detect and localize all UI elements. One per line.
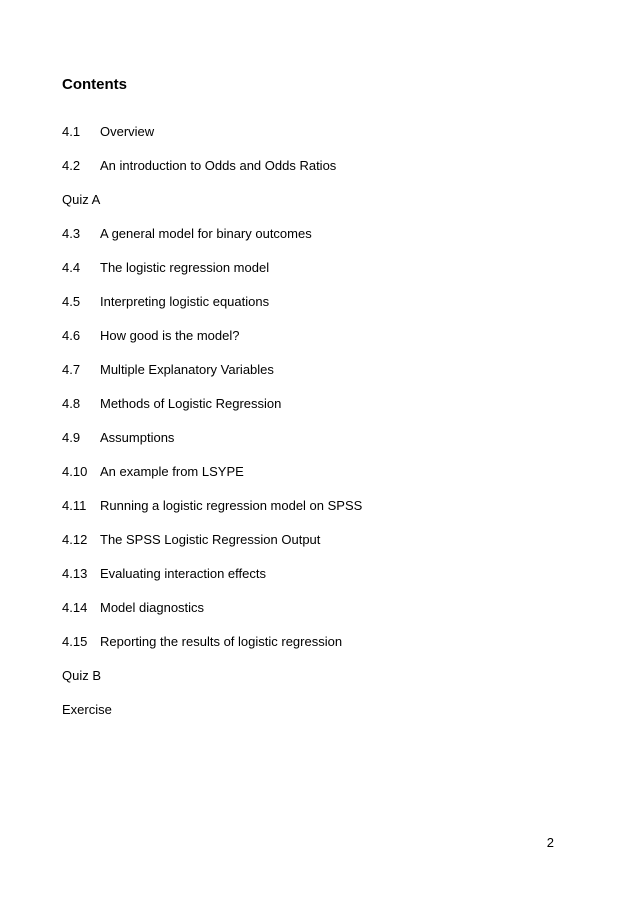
toc-item-title: Quiz A (62, 192, 101, 207)
toc-item-title: The logistic regression model (100, 260, 270, 275)
toc-item-title: Running a logistic regression model on SPSS (100, 498, 363, 513)
toc-item-number: 4.13 (62, 566, 88, 581)
toc-item (62, 226, 582, 260)
toc-item-number: 4.1 (62, 124, 81, 139)
toc-item-title: The SPSS Logistic Regression Output (100, 532, 321, 547)
toc-item-number: 4.15 (62, 634, 88, 649)
page-number: 2 (546, 835, 554, 850)
toc-item (62, 396, 582, 430)
toc-item-number: 4.12 (62, 532, 88, 547)
contents-heading: Contents (62, 76, 127, 93)
toc-item (62, 600, 582, 634)
toc-item-number: 4.8 (62, 396, 81, 411)
toc-item-number: 4.10 (62, 464, 88, 479)
toc-item-title: Multiple Explanatory Variables (100, 362, 274, 377)
toc-item (62, 668, 582, 702)
toc-item-number: 4.11 (62, 498, 87, 513)
toc-item-title: An example from LSYPE (100, 464, 244, 479)
toc-item-title: How good is the model? (100, 328, 240, 343)
toc-item (62, 566, 582, 600)
toc-item-title: Overview (100, 124, 155, 139)
toc-item (62, 158, 582, 192)
toc-item-number: 4.6 (62, 328, 81, 343)
toc-item (62, 498, 582, 532)
toc-item-number: 4.2 (62, 158, 81, 173)
toc-item-title: Evaluating interaction effects (100, 566, 266, 581)
toc-item-number: 4.7 (62, 362, 81, 377)
toc-item (62, 634, 582, 668)
toc-item-title: Interpreting logistic equations (100, 294, 270, 309)
toc-item (62, 260, 582, 294)
toc-item (62, 430, 582, 464)
toc-item-title: Methods of Logistic Regression (100, 396, 282, 411)
toc-item-title: Reporting the results of logistic regression (100, 634, 343, 649)
table-of-contents (62, 124, 582, 736)
toc-item-number: 4.9 (62, 430, 81, 445)
toc-item-number: 4.5 (62, 294, 81, 309)
toc-item-number: 4.14 (62, 600, 88, 615)
toc-item (62, 124, 582, 158)
toc-item-title: Quiz B (62, 668, 102, 683)
toc-item (62, 702, 582, 736)
toc-item-title: Assumptions (100, 430, 175, 445)
toc-item-title: Exercise (62, 702, 112, 717)
toc-item-number: 4.3 (62, 226, 81, 241)
toc-item-number: 4.4 (62, 260, 81, 275)
toc-item (62, 532, 582, 566)
toc-item (62, 464, 582, 498)
toc-item-title: Model diagnostics (100, 600, 205, 615)
toc-item-title: An introduction to Odds and Odds Ratios (100, 158, 337, 173)
toc-item (62, 362, 582, 396)
toc-item (62, 192, 582, 226)
toc-item (62, 328, 582, 362)
toc-item (62, 294, 582, 328)
toc-item-title: A general model for binary outcomes (100, 226, 312, 241)
